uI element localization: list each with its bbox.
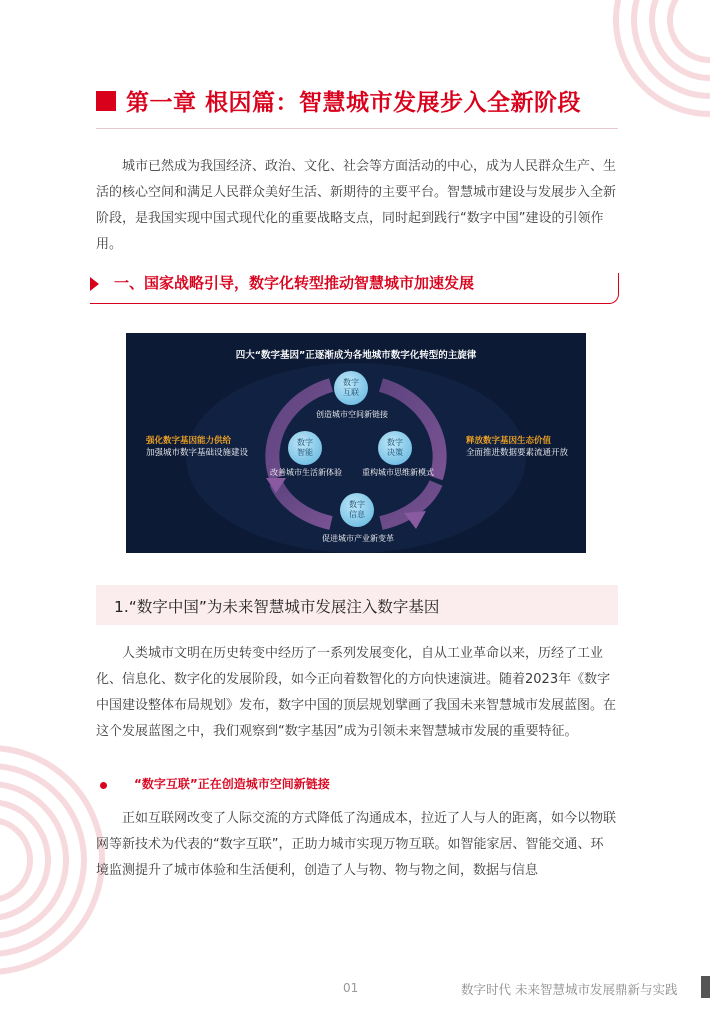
right-side-label: 释放数字基因生态价值 全面推进数据要素流通开放	[466, 436, 569, 458]
footer-bar	[701, 976, 710, 998]
divider	[96, 128, 618, 129]
bubble-decision: 数字 决策	[378, 431, 412, 465]
subsection-title: 1.“数字中国”为未来智慧城市发展注入数字基因	[114, 598, 440, 616]
caption-decision: 重构城市思维新模式	[362, 468, 434, 477]
subsection-heading	[96, 585, 618, 625]
diagram-title: 四大“数字基因”正逐渐成为各地城市数字化转型的主旋律	[235, 350, 477, 361]
chapter-heading	[96, 84, 581, 117]
intro-paragraph: 城市已然成为我国经济、政治、文化、社会等方面活动的中心，成为人民群众生产、生活的核心空间和满足人民群众美好生活、新期待的主要平台。智慧城市建设与发展步入全新阶段，是我国实现中国式现代化的重要战略支点，同时起到践行“数字中国”建设的引领作用。	[96, 159, 617, 252]
bullet-heading: “数字互联”正在创造城市空间新链接	[134, 777, 330, 791]
bubble-information: 数字 信息	[340, 493, 374, 527]
footer-title: 数字时代 未来智慧城市发展鼎新与实践	[461, 982, 678, 997]
section-heading	[90, 273, 619, 304]
digital-gene-diagram	[126, 333, 586, 553]
chapter-title: 第一章 根因篇：智慧城市发展步入全新阶段	[126, 90, 582, 116]
section-arrow-icon	[90, 277, 99, 291]
left-side-label: 强化数字基因能力供给 加强城市数字基础设施建设	[146, 436, 249, 458]
heading-square-icon	[96, 91, 116, 111]
bubble-intelligence: 数字 智能	[288, 431, 322, 465]
bubble-interconnect: 数字 互联	[334, 371, 368, 405]
caption-interconnect: 创造城市空间新链接	[316, 410, 388, 419]
body-paragraph: 正如互联网改变了人际交流的方式降低了沟通成本，拉近了人与人的距离，如今以物联网等新技术为代表的“数字互联”，正助力城市实现万物互联。如智能家居、智能交通、环境监测提升了城市体验和生活便利，创造了人与物、物与物之间，数据与信息	[96, 811, 617, 878]
page-number: 01	[343, 981, 359, 995]
body-paragraph: 人类城市文明在历史转变中经历了一系列发展变化，自从工业革命以来，历经了工业化、信息化、数字化的发展阶段，如今正向着数智化的方向快速演进。随着2023年《数字中国建设整体布局规划》发布，数字中国的顶层规划擘画了我国未来智慧城市发展蓝图。在这个发展蓝图之中，我们观察到“数字基因”成为引领未来智慧城市发展的重要特征。	[96, 646, 617, 739]
caption-intelligence: 改善城市生活新体验	[270, 468, 342, 477]
caption-information: 促进城市产业新变革	[322, 534, 394, 543]
bullet-dot-icon	[100, 782, 107, 789]
section-title: 一、国家战略引导，数字化转型推动智慧城市加速发展	[114, 274, 475, 292]
